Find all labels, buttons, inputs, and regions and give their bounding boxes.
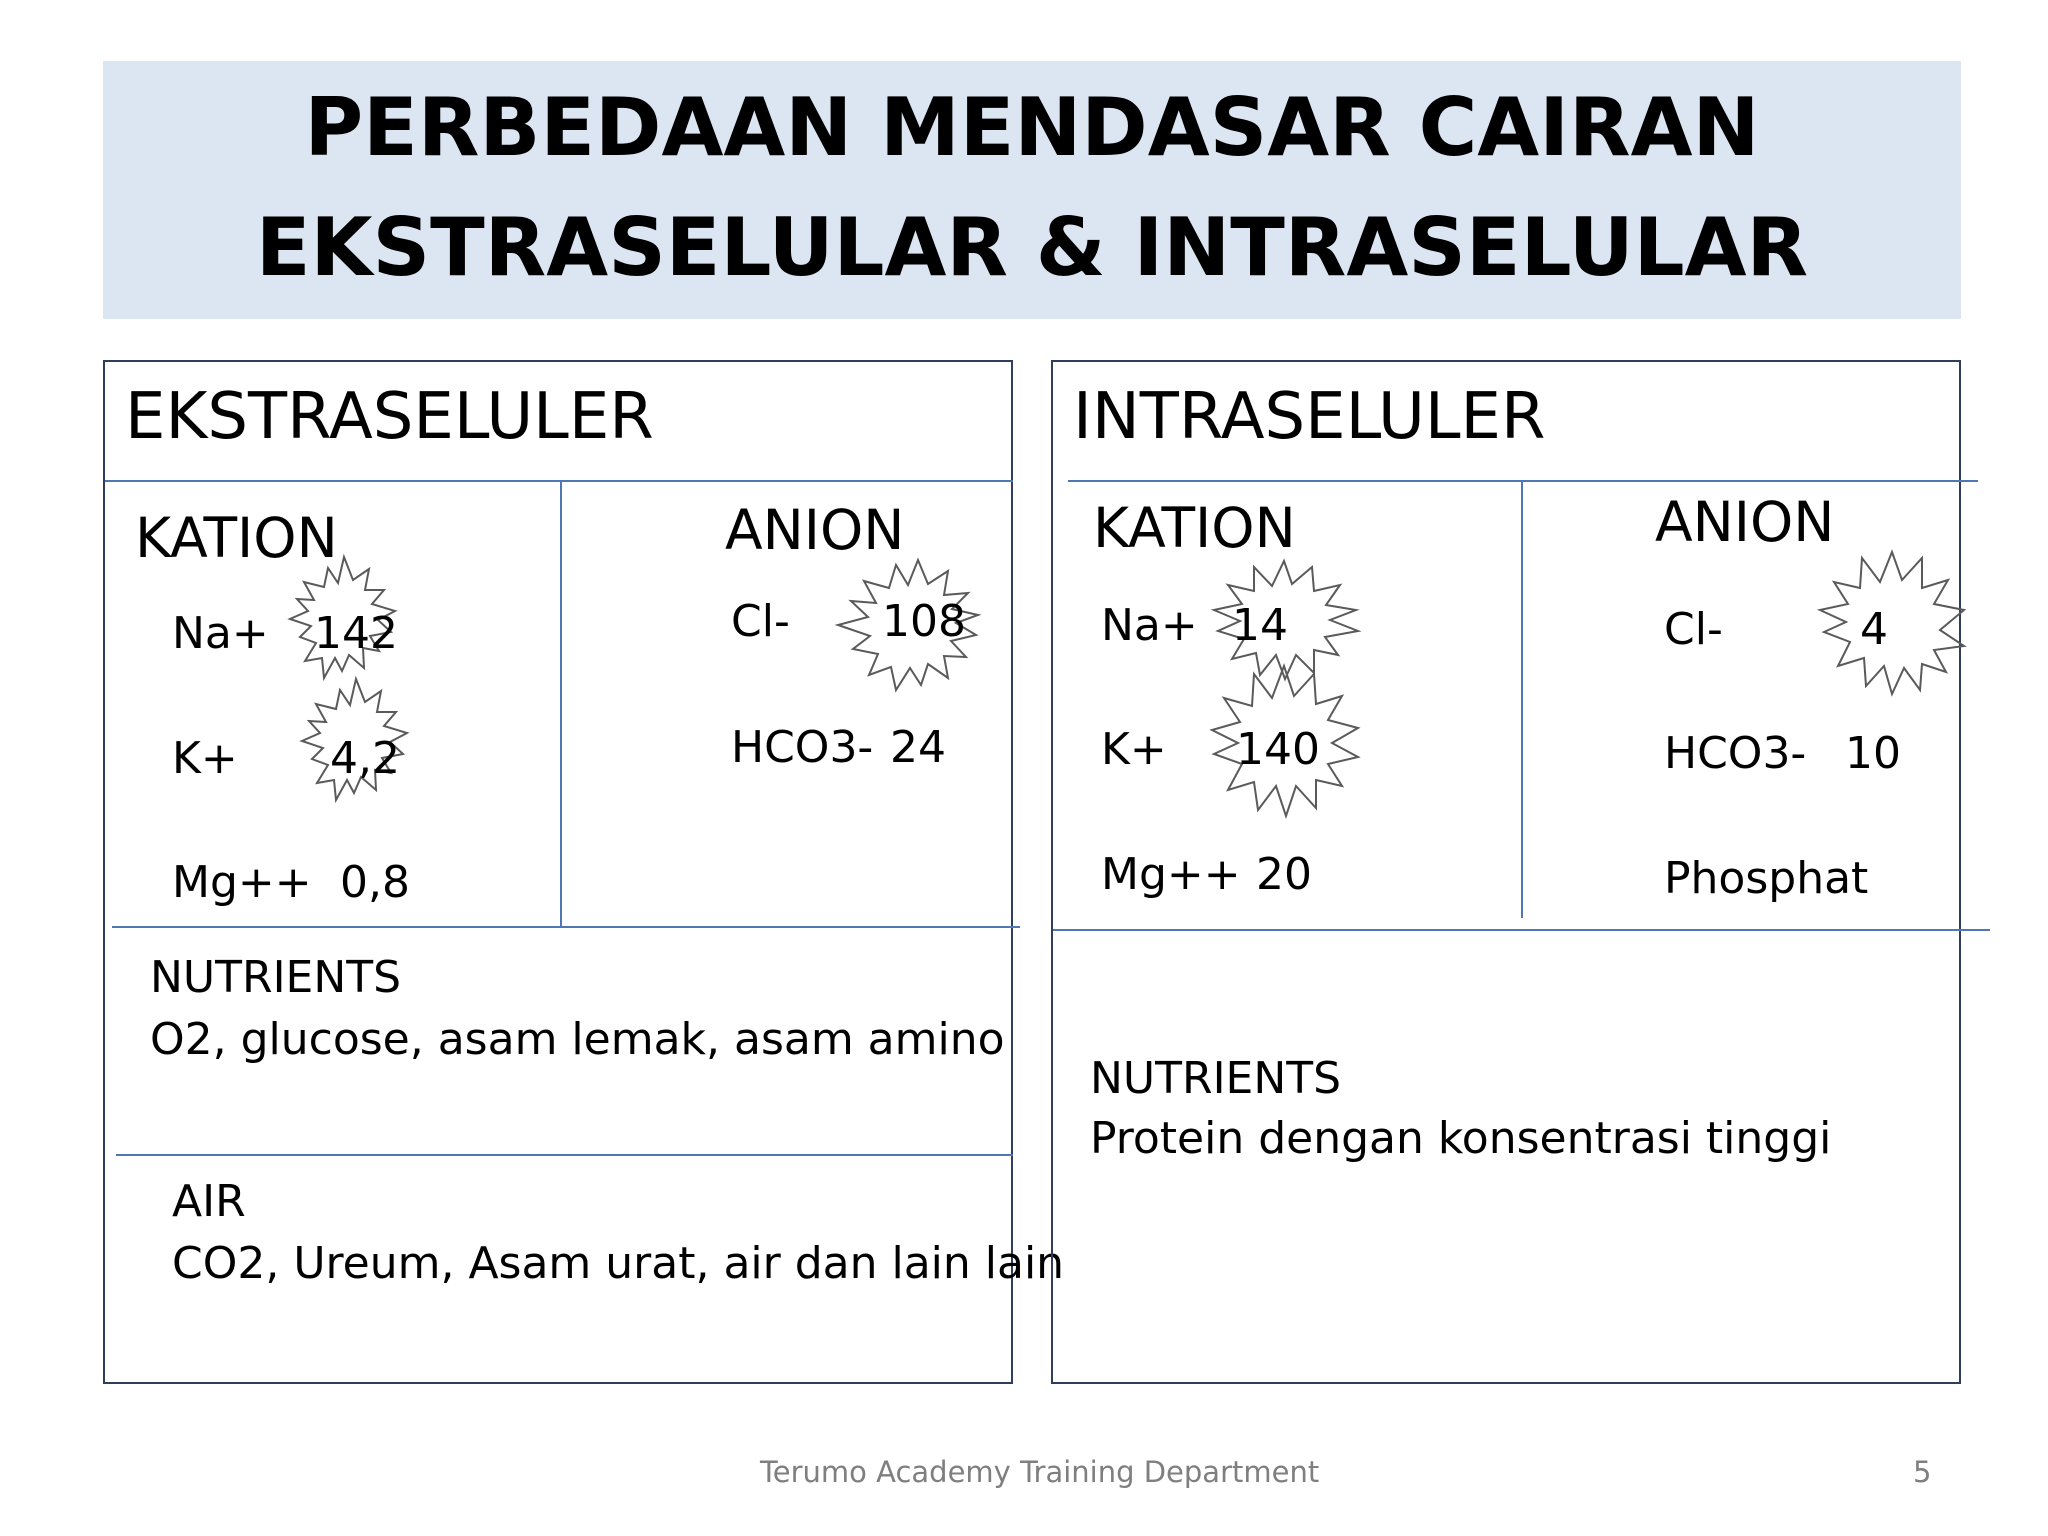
intra-ions-divider [1053,929,1990,931]
ekstra-heading-divider [105,480,1013,482]
intra-anion-label: ANION [1655,490,1835,554]
title-line-2: EKSTRASELULAR & INTRASELULAR [255,201,1809,294]
ekstra-nutrients-divider [116,1154,1013,1156]
footer-text: Terumo Academy Training Department [760,1455,1320,1489]
intra-anion-cl-name: Cl- [1664,604,1723,655]
ekstra-anion-hco3-name: HCO3- [731,722,874,773]
ekstra-ions-divider [112,926,1020,928]
ekstra-kation-na-name: Na+ [172,608,269,659]
ekstraseluler-heading: EKSTRASELULER [125,380,654,454]
ekstra-kation-k-value: 4,2 [330,733,400,784]
ekstra-kation-na-value: 142 [314,608,398,659]
ekstra-anion-hco3-value: 24 [890,722,946,773]
ekstra-nutrients-label: NUTRIENTS [150,952,402,1003]
intra-anion-cl-value: 4 [1860,604,1888,655]
ekstra-column-divider [560,482,562,928]
intra-kation-mg-value: 20 [1256,849,1312,900]
ekstra-kation-mg-value: 0,8 [340,857,410,908]
intra-anion-hco3-value: 10 [1845,728,1901,779]
ekstra-anion-cl-name: Cl- [731,596,790,647]
intra-kation-mg-name: Mg++ [1101,849,1241,900]
intra-kation-na-value: 14 [1232,600,1288,651]
intra-kation-na-name: Na+ [1101,600,1198,651]
intra-column-divider [1521,482,1523,918]
intra-kation-k-name: K+ [1101,724,1167,775]
ekstra-anion-cl-value: 108 [882,596,966,647]
intra-anion-hco3-name: HCO3- [1664,728,1807,779]
ekstra-air-label: AIR [172,1176,246,1227]
intra-kation-label: KATION [1093,496,1296,560]
ekstra-anion-label: ANION [725,498,905,562]
ekstra-air-text: CO2, Ureum, Asam urat, air dan lain lain [172,1238,1065,1289]
highlight-burst-cl-intra [1810,530,1970,700]
intra-anion-phosphat-name: Phosphat [1664,853,1869,904]
ekstra-kation-label: KATION [135,506,338,570]
intraseluler-heading: INTRASELULER [1073,380,1546,454]
page-number: 5 [1913,1455,1932,1489]
ekstra-nutrients-text: O2, glucose, asam lemak, asam amino [150,1014,1005,1065]
ekstra-kation-mg-name: Mg++ [172,857,312,908]
intra-nutrients-text: Protein dengan konsentrasi tinggi [1090,1113,1832,1164]
title-band [103,61,1961,319]
intra-heading-divider [1068,480,1978,482]
intra-kation-k-value: 140 [1236,724,1320,775]
intra-nutrients-label: NUTRIENTS [1090,1053,1342,1104]
title-line-1: PERBEDAAN MENDASAR CAIRAN [304,81,1760,174]
ekstra-kation-k-name: K+ [172,733,238,784]
